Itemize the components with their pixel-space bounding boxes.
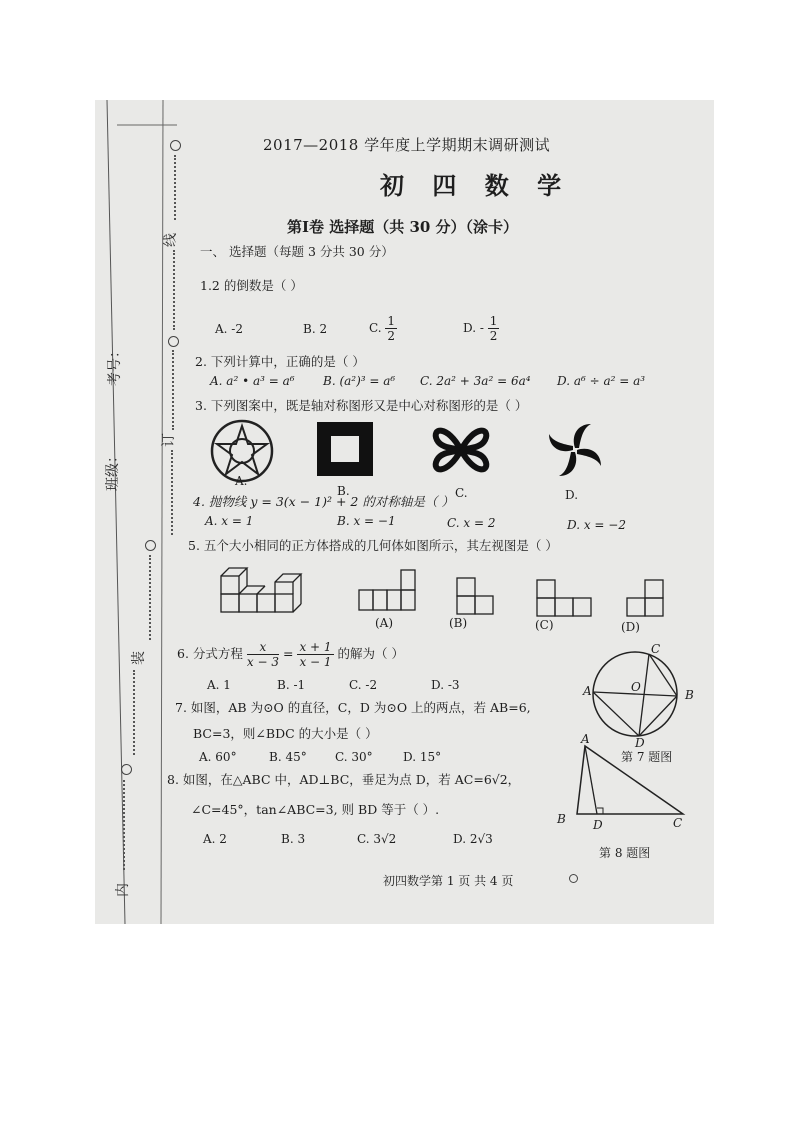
q2-option-b: B. (a²)³ = a⁶ bbox=[323, 374, 396, 388]
footer-circle-mark bbox=[569, 874, 578, 883]
fig7-label-o: O bbox=[631, 680, 641, 694]
fraction bbox=[297, 640, 333, 669]
q1-option-c bbox=[369, 314, 397, 343]
q4-option-a: A. x = 1 bbox=[205, 514, 254, 528]
equals-sign: = bbox=[282, 646, 294, 661]
margin-label-zhuang: 装 bbox=[131, 651, 147, 665]
denominator: 2 bbox=[489, 329, 498, 343]
dotted-line bbox=[149, 555, 154, 640]
question-7-line-1: 7. 如图，AB 为⊙O 的直径，C，D 为⊙O 上的两点，若 AB=6, bbox=[175, 700, 531, 715]
q8-option-a: A. 2 bbox=[203, 832, 227, 846]
binding-hole-circle bbox=[121, 764, 132, 775]
dotted-line bbox=[123, 780, 128, 870]
numerator: 1 bbox=[387, 314, 396, 328]
q3-figure-b-square-swirl bbox=[313, 418, 377, 480]
question-6-stem bbox=[177, 640, 404, 669]
margin-label-nei: 内 bbox=[115, 883, 131, 897]
subject-title: 初 四 数 学 bbox=[380, 171, 572, 200]
question-1-stem: 1.2 的倒数是（ ） bbox=[200, 278, 303, 293]
q6-option-d: D. -3 bbox=[431, 678, 460, 692]
q4-option-d: D. x = −2 bbox=[567, 518, 626, 532]
exam-page bbox=[95, 100, 714, 924]
question-3-stem: 3. 下列图案中，既是轴对称图形又是中心对称图形的是（ ） bbox=[195, 398, 528, 413]
dotted-line bbox=[171, 450, 176, 535]
margin-label-ding: 订 bbox=[161, 433, 177, 447]
q7-option-d: D. 15° bbox=[403, 750, 442, 764]
q3-option-c: C. bbox=[455, 486, 468, 500]
q5-solid-figure bbox=[219, 562, 303, 622]
margin-label-banji: 班级： bbox=[105, 449, 121, 491]
figure-7-circle-diagram bbox=[585, 640, 695, 750]
q1-option-d bbox=[463, 314, 499, 343]
q5-option-b: (B) bbox=[449, 616, 468, 630]
figure-8-triangle-diagram bbox=[571, 736, 691, 828]
q5-option-d-figure bbox=[623, 576, 667, 622]
margin-label-kaohao: 考号： bbox=[107, 344, 123, 386]
dotted-line bbox=[172, 350, 177, 430]
numerator: x + 1 bbox=[299, 640, 332, 654]
fraction bbox=[385, 314, 397, 343]
q4-option-c: C. x = 2 bbox=[447, 516, 496, 530]
fig7-label-d: D bbox=[635, 736, 645, 750]
q5-option-c: (C) bbox=[535, 618, 554, 632]
fig8-label-c: C bbox=[673, 816, 683, 830]
binding-margin bbox=[95, 100, 185, 924]
q6-option-c: C. -2 bbox=[349, 678, 378, 692]
q5-option-a-figure bbox=[357, 564, 417, 614]
q5-option-b-figure bbox=[455, 574, 495, 618]
q3-figure-c-four-petal bbox=[429, 420, 493, 480]
q5-option-c-figure bbox=[535, 576, 599, 620]
fig8-label-d: D bbox=[593, 818, 603, 832]
q6-option-a: A. 1 bbox=[207, 678, 231, 692]
dotted-line bbox=[174, 155, 179, 220]
q2-option-d: D. a⁶ ÷ a² = a³ bbox=[557, 374, 646, 388]
figure-8-caption: 第 8 题图 bbox=[599, 846, 651, 860]
figure-7-caption: 第 7 题图 bbox=[621, 750, 673, 764]
q6-stem-prefix: 6. 分式方程 bbox=[177, 646, 243, 661]
denominator: 2 bbox=[387, 329, 396, 343]
q6-stem-suffix: 的解为（ ） bbox=[337, 646, 404, 661]
q7-option-b: B. 45° bbox=[269, 750, 307, 764]
q1-option-d-label: D. - bbox=[463, 321, 484, 335]
fraction bbox=[488, 314, 500, 343]
q8-option-b: B. 3 bbox=[281, 832, 306, 846]
q6-option-b: B. -1 bbox=[277, 678, 306, 692]
page-footer: 初四数学第 1 页 共 4 页 bbox=[383, 874, 514, 888]
question-7-line-2: BC=3，则∠BDC 的大小是（ ） bbox=[193, 726, 378, 741]
fig8-label-b: B bbox=[557, 812, 566, 826]
q2-option-a: A. a² • a³ = a⁶ bbox=[210, 374, 295, 388]
denominator: x − 3 bbox=[246, 655, 279, 669]
q3-figure-d-pinwheel bbox=[543, 418, 607, 482]
q7-option-c: C. 30° bbox=[335, 750, 373, 764]
margin-label-xian: 线 bbox=[163, 233, 179, 247]
question-8-line-1: 8. 如图，在△ABC 中，AD⊥BC，垂足为点 D，若 AC=6√2， bbox=[167, 772, 521, 787]
section-title: 第Ⅰ卷 选择题（共 30 分）（涂卡） bbox=[287, 218, 519, 236]
dotted-line bbox=[173, 250, 178, 330]
q8-option-d: D. 2√3 bbox=[453, 832, 493, 846]
question-2-stem: 2. 下列计算中，正确的是（ ） bbox=[195, 354, 365, 369]
q5-option-d: (D) bbox=[621, 620, 640, 634]
fig7-label-c: C bbox=[651, 642, 661, 656]
q3-option-d: D. bbox=[565, 488, 579, 502]
fig8-label-a: A bbox=[581, 732, 590, 746]
q1-option-a: A. -2 bbox=[215, 322, 243, 336]
numerator: 1 bbox=[489, 314, 498, 328]
exam-year-title: 2017—2018 学年度上学期期末调研测试 bbox=[263, 136, 551, 154]
q8-option-c: C. 3√2 bbox=[357, 832, 397, 846]
fig7-label-a: A bbox=[583, 684, 592, 698]
q3-option-a: A. bbox=[235, 474, 248, 488]
q4-option-b: B. x = −1 bbox=[337, 514, 396, 528]
denominator: x − 1 bbox=[299, 655, 332, 669]
numerator: x bbox=[247, 640, 279, 655]
question-5-stem: 5. 五个大小相同的正方体搭成的几何体如图所示，其左视图是（ ） bbox=[188, 538, 558, 553]
section-instructions: 一、 选择题（每题 3 分共 30 分） bbox=[200, 244, 394, 259]
question-8-line-2: ∠C=45°，tan∠ABC=3, 则 BD 等于（ ）. bbox=[191, 802, 440, 817]
binding-hole-circle bbox=[168, 336, 179, 347]
fraction bbox=[247, 640, 279, 669]
q1-option-b: B. 2 bbox=[303, 322, 328, 336]
q5-option-a: (A) bbox=[375, 616, 394, 630]
binding-hole-circle bbox=[170, 140, 181, 151]
q2-option-c: C. 2a² + 3a² = 6a⁴ bbox=[420, 374, 531, 388]
q1-option-c-label: C. bbox=[369, 321, 382, 335]
dotted-line bbox=[133, 670, 138, 755]
q7-option-a: A. 60° bbox=[199, 750, 237, 764]
question-4-stem: 4. 抛物线 y = 3(x − 1)² + 2 的对称轴是（ ） bbox=[193, 494, 454, 509]
binding-hole-circle bbox=[145, 540, 156, 551]
fig7-label-b: B bbox=[685, 688, 694, 702]
q3-option-b: B. bbox=[337, 484, 350, 498]
